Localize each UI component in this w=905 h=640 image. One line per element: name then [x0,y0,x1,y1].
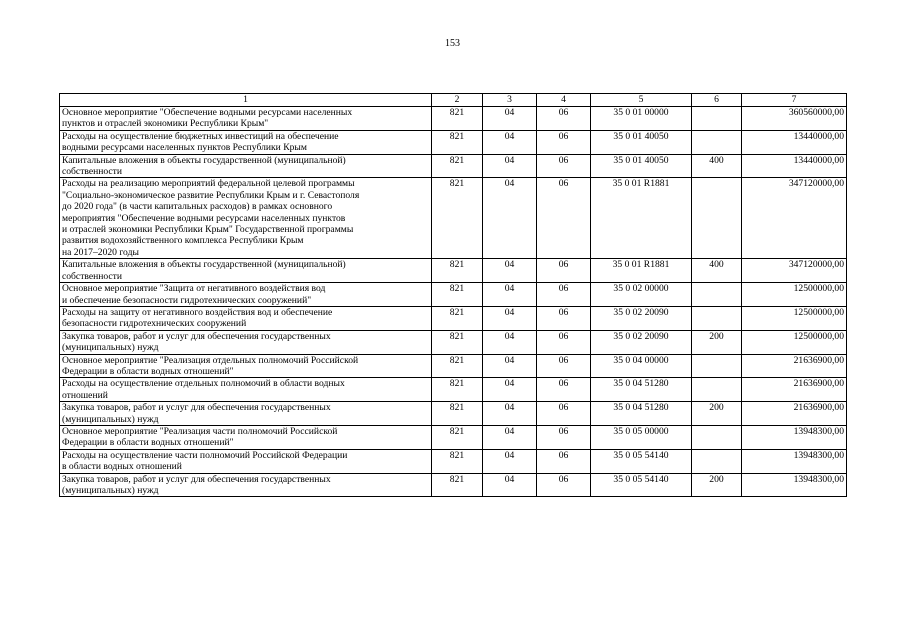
table-row [60,449,847,473]
amount-cell: 347120000,00 [742,178,847,259]
amount-cell: 12500000,00 [742,330,847,354]
expense-type-cell: 200 [692,330,742,354]
ministry-code-cell: 821 [432,378,483,402]
section-code-cell: 04 [483,306,537,330]
ministry-code-cell: 821 [432,354,483,378]
table-row [60,259,847,283]
subsection-code-cell: 06 [537,154,591,178]
section-code-cell: 04 [483,178,537,259]
table-row [60,178,847,259]
table-row [60,378,847,402]
section-code-cell: 04 [483,378,537,402]
ministry-code-cell: 821 [432,402,483,426]
target-article-cell: 35 0 01 40050 [591,130,692,154]
target-article-cell: 35 0 02 20090 [591,306,692,330]
column-header: 1 [60,94,432,107]
row-name-cell: Основное мероприятие "Реализация части полномочий Российской Федерации в области водных отношений" [60,425,432,449]
amount-cell: 12500000,00 [742,306,847,330]
amount-cell: 13440000,00 [742,130,847,154]
row-name-cell: Закупка товаров, работ и услуг для обеспечения государственных (муниципальных) нужд [60,330,432,354]
expense-type-cell: 400 [692,259,742,283]
target-article-cell: 35 0 05 00000 [591,425,692,449]
column-header: 5 [591,94,692,107]
amount-cell: 13948300,00 [742,425,847,449]
subsection-code-cell: 06 [537,130,591,154]
ministry-code-cell: 821 [432,259,483,283]
expense-type-cell [692,107,742,131]
subsection-code-cell: 06 [537,402,591,426]
row-name-cell: Основное мероприятие "Защита от негативного воздействия вод и обеспечение безопасности гидротехнических сооружений" [60,283,432,307]
table-row [60,330,847,354]
table-row [60,402,847,426]
amount-cell: 21636900,00 [742,378,847,402]
amount-cell: 13440000,00 [742,154,847,178]
row-name-cell: Расходы на осуществление отдельных полномочий в области водных отношений [60,378,432,402]
section-code-cell: 04 [483,449,537,473]
amount-cell: 360560000,00 [742,107,847,131]
ministry-code-cell: 821 [432,473,483,497]
expense-type-cell [692,378,742,402]
target-article-cell: 35 0 04 51280 [591,378,692,402]
row-name-cell: Расходы на осуществление бюджетных инвестиций на обеспечение водными ресурсами населенных пунктов Республики Крым [60,130,432,154]
column-header: 3 [483,94,537,107]
subsection-code-cell: 06 [537,306,591,330]
expense-type-cell [692,449,742,473]
amount-cell: 21636900,00 [742,354,847,378]
section-code-cell: 04 [483,330,537,354]
subsection-code-cell: 06 [537,283,591,307]
subsection-code-cell: 06 [537,449,591,473]
header-row [60,94,847,107]
ministry-code-cell: 821 [432,425,483,449]
target-article-cell: 35 0 04 00000 [591,354,692,378]
expense-type-cell [692,306,742,330]
subsection-code-cell: 06 [537,378,591,402]
amount-cell: 21636900,00 [742,402,847,426]
section-code-cell: 04 [483,283,537,307]
target-article-cell: 35 0 02 00000 [591,283,692,307]
target-article-cell: 35 0 05 54140 [591,473,692,497]
table-row [60,154,847,178]
ministry-code-cell: 821 [432,283,483,307]
subsection-code-cell: 06 [537,107,591,131]
expense-type-cell [692,425,742,449]
section-code-cell: 04 [483,425,537,449]
target-article-cell: 35 0 01 40050 [591,154,692,178]
section-code-cell: 04 [483,402,537,426]
target-article-cell: 35 0 04 51280 [591,402,692,426]
ministry-code-cell: 821 [432,154,483,178]
table-row [60,354,847,378]
section-code-cell: 04 [483,354,537,378]
expense-type-cell: 400 [692,154,742,178]
column-header: 2 [432,94,483,107]
amount-cell: 347120000,00 [742,259,847,283]
table-body [60,107,847,497]
section-code-cell: 04 [483,107,537,131]
section-code-cell: 04 [483,259,537,283]
subsection-code-cell: 06 [537,178,591,259]
table-row [60,306,847,330]
table-row [60,283,847,307]
expense-type-cell [692,283,742,307]
expense-type-cell [692,354,742,378]
column-header: 7 [742,94,847,107]
row-name-cell: Закупка товаров, работ и услуг для обеспечения государственных (муниципальных) нужд [60,473,432,497]
target-article-cell: 35 0 05 54140 [591,449,692,473]
subsection-code-cell: 06 [537,425,591,449]
column-header: 4 [537,94,591,107]
row-name-cell: Расходы на защиту от негативного воздействия вод и обеспечение безопасности гидротехнических сооружений [60,306,432,330]
ministry-code-cell: 821 [432,178,483,259]
table-row [60,107,847,131]
ministry-code-cell: 821 [432,306,483,330]
expense-type-cell: 200 [692,473,742,497]
row-name-cell: Расходы на осуществление части полномочий Российской Федерации в области водных отношений [60,449,432,473]
ministry-code-cell: 821 [432,449,483,473]
expense-type-cell: 200 [692,402,742,426]
row-name-cell: Расходы на реализацию мероприятий федеральной целевой программы "Социально-экономическое развитие Республики Крым и г. Севастополя до 2020 года" (в части капитальных расходов) в рамках основного мероприятия "Обеспечение водными ресурсами населенных пунктов и отраслей экономики Республики Крым" Государственной программы развития водохозяйственного комплекса Республики Крым на 2017–2020 годы [60,178,432,259]
target-article-cell: 35 0 01 R1881 [591,178,692,259]
expense-type-cell [692,130,742,154]
target-article-cell: 35 0 01 00000 [591,107,692,131]
row-name-cell: Основное мероприятие "Обеспечение водными ресурсами населенных пунктов и отраслей экономики Республики Крым" [60,107,432,131]
section-code-cell: 04 [483,473,537,497]
section-code-cell: 04 [483,154,537,178]
ministry-code-cell: 821 [432,330,483,354]
row-name-cell: Основное мероприятие "Реализация отдельных полномочий Российской Федерации в области водных отношений" [60,354,432,378]
ministry-code-cell: 821 [432,130,483,154]
subsection-code-cell: 06 [537,354,591,378]
subsection-code-cell: 06 [537,473,591,497]
row-name-cell: Закупка товаров, работ и услуг для обеспечения государственных (муниципальных) нужд [60,402,432,426]
amount-cell: 12500000,00 [742,283,847,307]
target-article-cell: 35 0 01 R1881 [591,259,692,283]
amount-cell: 13948300,00 [742,449,847,473]
table-row [60,130,847,154]
amount-cell: 13948300,00 [742,473,847,497]
target-article-cell: 35 0 02 20090 [591,330,692,354]
row-name-cell: Капитальные вложения в объекты государственной (муниципальной) собственности [60,259,432,283]
expense-type-cell [692,178,742,259]
section-code-cell: 04 [483,130,537,154]
row-name-cell: Капитальные вложения в объекты государственной (муниципальной) собственности [60,154,432,178]
table-row [60,425,847,449]
subsection-code-cell: 06 [537,330,591,354]
column-header: 6 [692,94,742,107]
subsection-code-cell: 06 [537,259,591,283]
ministry-code-cell: 821 [432,107,483,131]
budget-table [59,93,847,497]
table-row [60,473,847,497]
page-number: 153 [445,38,460,49]
